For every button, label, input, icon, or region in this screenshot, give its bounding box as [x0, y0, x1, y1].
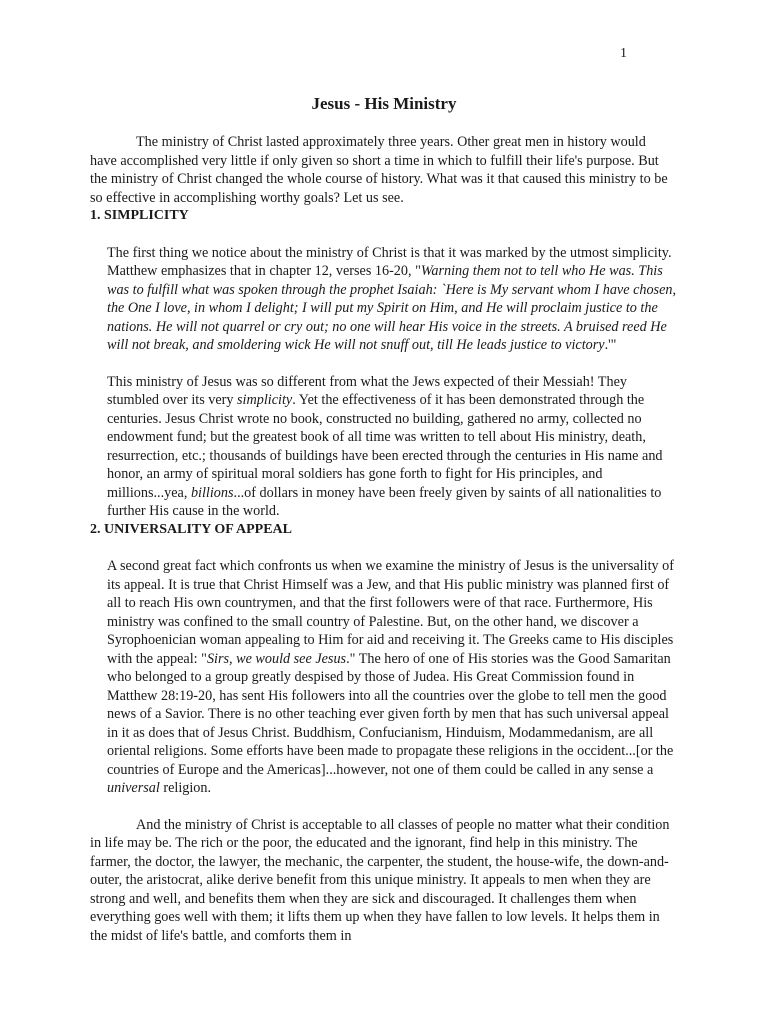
simplicity-paragraph-1: [90, 244, 676, 355]
universality-paragraph-2: And the ministry of Christ is acceptable to all classes of people no matter what their condition in life may be. The rich or the poor, the educated and the ignorant, find help in this ministry. The farmer, the doctor, the lawyer, the mechanic, the carpenter, the student, the house-wife, the down-and-outer, the aristocrat, alike derive benefit from this unique ministry. It appeals to men when they are strong and well, and benefits them when they are sick and discouraged. It challenges them when everything goes well with them; it lifts them up when they have fallen to low levels. It helps them in the midst of life's battle, and comforts them in: [90, 816, 670, 944]
section-heading-simplicity: 1. SIMPLICITY: [90, 208, 189, 223]
text-run: . Yet the effectiveness of it has been demonstrated through the centuries. Jesus Christ wrote no book, constructed no building, gathered no army, collected no endowment fund; but the greatest book of all time was written to tell about His ministry, death, resurrection, etc.; thousands of buildings have been erected through the centuries in His name and honor, an army of spiritual moral soldiers has gone forth to fight for His principles, and millions...yea,: [107, 392, 663, 501]
emphasis-text: billions: [190, 484, 234, 501]
page-title: Jesus - His Ministry: [311, 94, 457, 113]
document-body: [90, 133, 676, 945]
text-run: The first thing we notice about the ministry of Christ is that it was marked by the utmost simplicity. Matthew emphasizes that in chapter 12, verses 16-20, ": [107, 244, 672, 279]
text-run: A second great fact which confronts us when we examine the ministry of Jesus is the universality of its appeal. It is true that Christ Himself was a Jew, and that His public ministry was planned first of all to reach His own countrymen, and that the first followers were of that race. Furthermore, His ministry was confined to the small country of Palestine. But, on the other hand, we discover a Syrophoenician woman appealing to Him for aid and receiving it. The Greeks came to His disciples with the appeal: ": [107, 558, 674, 667]
emphasis-text: universal: [107, 780, 160, 796]
text-run: ." The hero of one of His stories was the Good Samaritan who belonged to a group greatly despised by those of Judea. His Great Commission found in Matthew 28:19-20, has sent His followers into all the countries over the globe to tell men the good news of a Savior. There is no other teaching ever given forth by men that has such universal appeal in it as does that of Jesus Christ. Buddhism, Confucianism, Hinduism, Modammedanism, are all oriental religions. Some efforts have been made to propagate these religions in the occident...[or the countries of Europe and the Americas]...however, not one of them could be called in any sense a: [107, 650, 674, 778]
emphasis-text: Sirs, we would see Jesus: [206, 650, 347, 667]
simplicity-paragraph-2: [90, 373, 676, 521]
text-run: religion.: [159, 780, 212, 796]
text-run: This ministry of Jesus was so different from what the Jews expected of their Messiah! They stumbled over its very: [107, 373, 627, 408]
emphasis-text: simplicity: [237, 392, 293, 408]
intro-paragraph: The ministry of Christ lasted approximately three years. Other great men in history would have accomplished very little if only given so short a time in which to fulfill their life's purpose. But the ministry of Christ changed the whole course of history. What was it that caused this ministry to be so effective in accomplishing worthy goals? Let us see.: [90, 134, 668, 206]
scripture-quote: Warning them not to tell who He was. This was to fulfill what was spoken through the prophet Isaiah: `Here is My servant whom I have chosen, the One I love, in whom I delight; I will put my Spirit on Him, and He will proclaim justice to the nations. He will not quarrel or cry out; no one will hear His voice in the streets. A bruised reed He will not break, and smoldering wick He will not snuff out, till He leads justice to victory: [107, 263, 677, 353]
section-heading-universality: 2. UNIVERSALITY OF APPEAL: [90, 521, 292, 537]
text-run: ...of dollars in money have been freely given by saints of all nationalities to further His cause in the world.: [107, 484, 662, 519]
text-run: .'": [604, 337, 617, 353]
universality-paragraph-1: [90, 557, 676, 798]
page-number: 1: [620, 46, 627, 61]
